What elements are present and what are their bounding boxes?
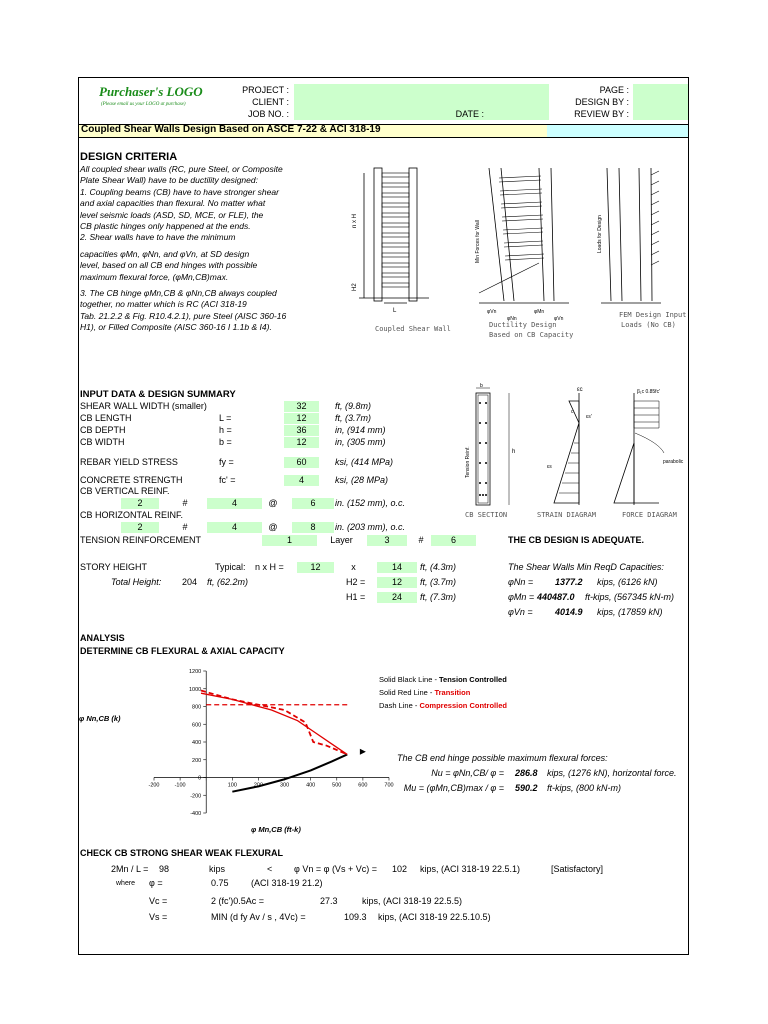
- check-vc-formula: 2 (fc')0.5Ac =: [211, 896, 264, 906]
- svg-text:εs': εs': [586, 414, 592, 420]
- fig-caption-ductility: Ductility Design: [489, 321, 557, 329]
- x-tick-label: 400: [306, 782, 316, 789]
- mu-unit: ft-kips, (800 kN-m): [547, 783, 622, 793]
- check-phivn-label: φ Vn = φ (Vs + Vc) =: [294, 864, 377, 874]
- pm-interaction-chart: [119, 663, 429, 823]
- story-h-unit: ft, (4.3m): [420, 562, 457, 572]
- series-line-solid-red: [201, 693, 347, 754]
- caps-nn-label: φNn =: [508, 577, 534, 587]
- input-label-fc: CONCRETE STRENGTH: [80, 475, 183, 485]
- x-tick-label: 100: [227, 782, 237, 789]
- caps-vn-unit: kips, (17859 kN): [597, 607, 663, 617]
- unit-fc: ksi, (28 MPa): [335, 475, 389, 485]
- input-wall-width[interactable]: 32: [284, 401, 319, 412]
- vert-unit: in. (152 mm), o.c.: [335, 498, 406, 508]
- series-line-solid-black: [232, 754, 347, 791]
- fig-caption-coupled-wall: Coupled Shear Wall: [375, 325, 451, 333]
- input-story-h[interactable]: 14: [377, 562, 417, 573]
- input-vert-n[interactable]: 2: [121, 498, 159, 509]
- svg-text:φNn: φNn: [507, 316, 517, 322]
- input-horz-spacing[interactable]: 8: [292, 522, 334, 533]
- x-tick-label: 500: [332, 782, 342, 789]
- date-label: DATE :: [455, 109, 484, 119]
- input-label-cb-length: CB LENGTH: [80, 413, 132, 423]
- check-vc-value: 27.3: [320, 896, 338, 906]
- svg-text:H2: H2: [352, 283, 358, 291]
- fig-caption-loads: Loads (No CB): [621, 321, 676, 329]
- h2-unit: ft, (3.7m): [420, 577, 457, 587]
- horz-unit: in. (203 mm), o.c.: [335, 522, 406, 532]
- h1-unit: ft, (7.3m): [420, 592, 457, 602]
- section-strain-force-figures: [459, 383, 689, 523]
- vert-hash: #: [182, 498, 188, 508]
- caps-vn-label: φVn =: [508, 607, 533, 617]
- input-horz-bar[interactable]: 4: [207, 522, 262, 533]
- client-label: CLIENT :: [252, 97, 289, 107]
- svg-text:εs: εs: [547, 464, 552, 470]
- fem-input-figure: [597, 168, 661, 303]
- check-2mn-label: 2Mn / L =: [111, 864, 149, 874]
- input-label-fy: REBAR YIELD STRESS: [80, 457, 178, 467]
- input-tension-layers[interactable]: 1: [262, 535, 317, 546]
- unit-cb-length: ft, (3.7m): [335, 413, 372, 423]
- chart-x-label: φ Mn,CB (ft-k): [251, 825, 301, 834]
- reviewby-label: REVIEW BY :: [574, 109, 629, 119]
- mu-label: Mu = (φMn,CB)max / φ =: [403, 783, 504, 793]
- legend-dash: Dash Line - Compression Controlled: [379, 701, 507, 710]
- purchaser-logo: Purchaser's LOGO: [99, 84, 203, 99]
- input-label-wall-width: SHEAR WALL WIDTH (smaller): [80, 401, 207, 411]
- input-cb-length[interactable]: 12: [284, 413, 319, 424]
- vert-at: @: [268, 498, 278, 508]
- caps-nn-unit: kips, (6126 kN): [597, 577, 658, 587]
- total-height-label: Total Height:: [111, 577, 162, 587]
- check-vc-ref: kips, (ACI 318-19 22.5.5): [362, 896, 463, 906]
- check-status: [Satisfactory]: [551, 864, 604, 874]
- mu-value: 590.2: [515, 783, 538, 793]
- input-fy[interactable]: 60: [284, 457, 319, 468]
- caps-nn-value: 1377.2: [555, 577, 583, 587]
- y-tick-label: 200: [192, 757, 202, 764]
- check-phivn-value: 102: [392, 864, 408, 874]
- adequate-status: THE CB DESIGN IS ADEQUATE.: [508, 535, 645, 545]
- nxh-label: n x H =: [255, 562, 284, 572]
- nu-unit: kips, (1276 kN), horizontal force.: [547, 768, 677, 778]
- input-vert-spacing[interactable]: 6: [292, 498, 334, 509]
- input-cb-depth[interactable]: 36: [284, 425, 319, 436]
- input-horz-n[interactable]: 2: [121, 522, 159, 533]
- sym-fy: fy =: [219, 457, 234, 467]
- svg-text:β₁c 0.85fc': β₁c 0.85fc': [637, 389, 661, 395]
- x-tick-label: 300: [279, 782, 290, 789]
- sym-cb-length: L =: [219, 413, 232, 423]
- total-height: 204: [182, 577, 198, 587]
- unit-cb-depth: in, (914 mm): [335, 425, 386, 435]
- check-lt: <: [267, 864, 273, 874]
- sym-cb-depth: h =: [219, 425, 232, 435]
- x-tick-label: 200: [253, 782, 264, 789]
- unit-wall-width: ft, (9.8m): [335, 401, 372, 411]
- check-vs-label: Vs =: [149, 912, 168, 922]
- y-tick-label: 0: [198, 775, 202, 782]
- input-vert-bar[interactable]: 4: [207, 498, 262, 509]
- check-vc-label: Vc =: [149, 896, 168, 906]
- fig-caption-force: FORCE DIAGRAM: [622, 511, 677, 519]
- svg-text:εc: εc: [577, 387, 583, 393]
- coupled-wall-figure: [352, 168, 429, 314]
- designby-label: DESIGN BY :: [575, 97, 629, 107]
- horz-at: @: [268, 522, 278, 532]
- check-phivn-ref: kips, (ACI 318-19 22.5.1): [420, 864, 521, 874]
- story-height-label: STORY HEIGHT: [80, 562, 148, 572]
- input-h2[interactable]: 12: [377, 577, 417, 588]
- project-input-area[interactable]: [294, 84, 549, 120]
- analysis-heading: ANALYSIS: [80, 633, 125, 643]
- svg-text:Min Forces for Wall: Min Forces for Wall: [475, 220, 481, 263]
- fig-caption-fem: FEM Design Input: [619, 311, 687, 319]
- check-vs-formula: MIN (d fy Av / s , 4Vc) =: [211, 912, 306, 922]
- h1-label: H1 =: [346, 592, 366, 602]
- fig-caption-cb-section: CB SECTION: [465, 511, 508, 519]
- y-tick-label: 400: [192, 740, 202, 746]
- svg-text:L: L: [393, 308, 397, 314]
- analysis-subheading: DETERMINE CB FLEXURAL & AXIAL CAPACITY: [80, 646, 285, 656]
- unit-fy: ksi, (414 MPa): [335, 457, 394, 467]
- svg-text:Loads for Design: Loads for Design: [597, 215, 603, 253]
- input-label-cb-width: CB WIDTH: [80, 437, 125, 447]
- criteria-heading: DESIGN CRITERIA: [80, 151, 178, 163]
- input-cb-width[interactable]: 12: [284, 437, 319, 448]
- tension-label: TENSION REINFORCEMENT: [80, 535, 202, 545]
- x-tick-label: -200: [148, 782, 160, 789]
- sym-fc: fc' =: [219, 475, 236, 485]
- check-phi-ref: (ACI 318-19 21.2): [251, 878, 323, 888]
- check-2mn-value: 98: [159, 864, 170, 874]
- svg-text:h: h: [512, 449, 516, 455]
- design-point-marker: [360, 749, 366, 755]
- y-tick-label: -400: [190, 811, 202, 817]
- check-vs-ref: kips, (ACI 318-19 22.5.10.5): [378, 912, 491, 922]
- typical-label: Typical:: [215, 562, 246, 572]
- check-heading: CHECK CB STRONG SHEAR WEAK FLEXURAL: [80, 848, 284, 858]
- fig-caption-strain: STRAIN DIAGRAM: [537, 511, 597, 519]
- caps-mn-unit: ft-kips, (567345 kN-m): [585, 592, 675, 602]
- svg-text:φVn: φVn: [554, 316, 564, 322]
- cb-section-figure: [465, 383, 515, 505]
- x-tick-label: 700: [384, 782, 394, 789]
- svg-text:φVn: φVn: [487, 309, 497, 315]
- x-tick-label: -100: [174, 782, 186, 789]
- check-vs-value: 109.3: [344, 912, 367, 922]
- svg-text:c: c: [571, 409, 574, 415]
- layer-label: Layer: [330, 535, 353, 545]
- series-line-dash-red: [201, 691, 347, 755]
- unit-cb-width: in, (305 mm): [335, 437, 386, 447]
- worksheet: [78, 77, 689, 955]
- input-story-n[interactable]: 12: [297, 562, 334, 573]
- input-h1[interactable]: 24: [377, 592, 417, 603]
- caps-mn-label: φMn =: [508, 592, 535, 602]
- svg-text:Tension Reinf.: Tension Reinf.: [465, 446, 471, 478]
- input-label-cb-depth: CB DEPTH: [80, 425, 126, 435]
- chart-y-label: φ Nn,CB (k): [79, 714, 121, 723]
- caps-mn-value: 440487.0: [537, 592, 575, 602]
- nu-value: 286.8: [515, 768, 538, 778]
- title-bar: [79, 124, 688, 138]
- y-tick-label: 1200: [188, 669, 202, 675]
- h2-label: H2 =: [346, 577, 366, 587]
- y-tick-label: 600: [192, 722, 202, 729]
- page-label: PAGE :: [599, 85, 629, 95]
- force-diagram-figure: [614, 389, 684, 505]
- check-2mn-unit: kips: [209, 864, 226, 874]
- check-where: where: [116, 880, 136, 887]
- criteria-text: All coupled shear walls (RC, pure Steel, or Composite Plate Shear Wall) have to be ductility designed: 1. Coupling beams (CB) have to have stronger shear and axial capacities than flexural. No matter what level seismic loads (ASD, SD, MCE, or FLE), the CB plastic hinges only happened at the ends. 2. Shear walls have to have the minimum capacities φMn, φNn, and φVn, at SD design level, based on all CB end hinges with possible maximum flexural force, (φMn,CB)max. 3. The CB hinge φMn,CB & φNn,CB always coupled together, no matter which is RC (ACI 318-19 Tab. 21.2.2 & Fig. R10.4.2.1), pure Steel (AISC 360-16 H1), or Filled Composite (AISC 360-16 I 1.1b & I4).: [80, 164, 287, 333]
- x-tick-label: 600: [358, 782, 368, 789]
- sym-cb-width: b =: [219, 437, 232, 447]
- page-title: Coupled Shear Walls Design Based on ASCE 7-22 & ACI 318-19: [81, 124, 381, 135]
- jobno-label: JOB NO. :: [247, 109, 289, 119]
- total-height-unit: ft, (62.2m): [207, 577, 249, 587]
- svg-text:φMn: φMn: [534, 309, 545, 315]
- strain-diagram-figure: [547, 387, 592, 505]
- input-heading: INPUT DATA & DESIGN SUMMARY: [80, 389, 236, 400]
- y-tick-label: -200: [190, 793, 202, 800]
- y-tick-label: 1000: [188, 686, 202, 693]
- nu-label: Nu = φNn,CB/ φ =: [431, 768, 504, 778]
- horz-reinf-label: CB HORIZONTAL REINF.: [80, 510, 184, 520]
- page-input-area[interactable]: [633, 84, 688, 120]
- project-label: PROJECT :: [242, 85, 289, 95]
- input-tension-count[interactable]: 3: [367, 535, 407, 546]
- max-force-heading: The CB end hinge possible maximum flexural forces:: [397, 753, 608, 763]
- input-fc[interactable]: 4: [284, 475, 319, 486]
- ductility-design-figure: [475, 168, 569, 322]
- y-tick-label: 800: [192, 704, 202, 711]
- caps-vn-value: 4014.9: [555, 607, 583, 617]
- svg-text:parabolic: parabolic: [663, 459, 684, 465]
- fig-caption-based-on: Based on CB Capacity: [489, 331, 574, 339]
- svg-text:n x H: n x H: [352, 213, 358, 228]
- input-tension-bar[interactable]: 6: [431, 535, 476, 546]
- check-phi-value: 0.75: [211, 878, 229, 888]
- tension-hash: #: [418, 535, 424, 545]
- check-phi-label: φ =: [149, 878, 163, 888]
- caps-heading: The Shear Walls Min ReqD Capacities:: [508, 562, 664, 572]
- svg-text:b: b: [480, 383, 483, 389]
- story-x: x: [351, 562, 356, 572]
- logo-note: (Please email us your LOGO at purchase): [101, 102, 186, 107]
- legend-solid-red: Solid Red Line - Transition: [379, 688, 471, 697]
- vert-reinf-label: CB VERTICAL REINF.: [80, 486, 170, 496]
- legend-solid-black: Solid Black Line - Tension Controlled: [379, 675, 507, 684]
- horz-hash: #: [182, 522, 188, 532]
